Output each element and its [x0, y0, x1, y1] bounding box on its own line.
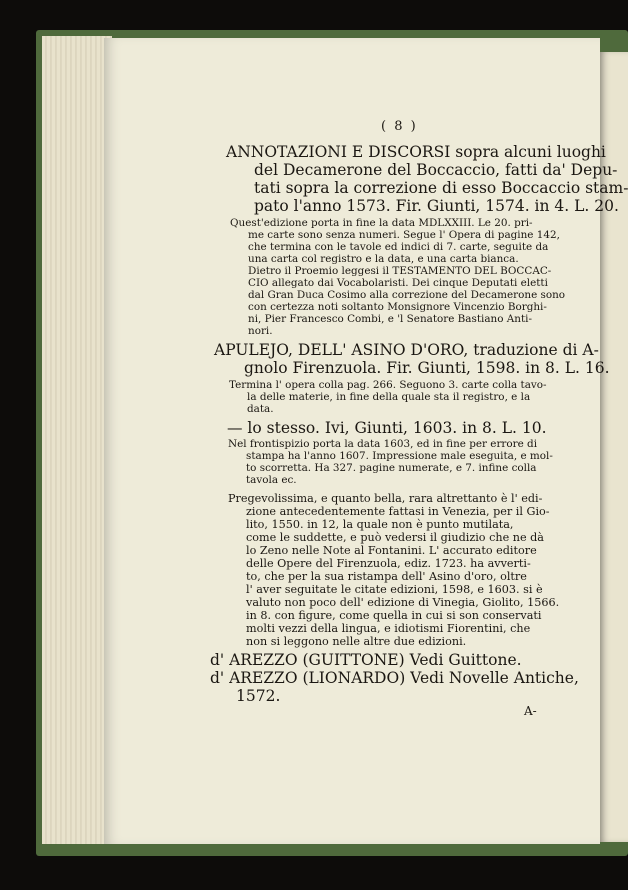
cross-reference: 1572. — [236, 687, 281, 705]
comment-line: lo Zeno nelle Note al Fontanini. L' accurato editore — [246, 544, 537, 557]
entry-note-line: to scorretta. Ha 327. pagine numerate, e 7. infine colla — [246, 462, 537, 474]
cross-reference: d' AREZZO (GUITTONE) Vedi Guittone. — [210, 651, 522, 669]
entry-heading-line: tati sopra la correzione di esso Boccaccio stam- — [254, 179, 628, 197]
entry-heading-line: ANNOTAZIONI E DISCORSI sopra alcuni luoghi — [226, 143, 606, 161]
comment-line: in 8. con figure, come quella in cui si son conservati — [246, 609, 542, 622]
entry-note-line: CIO allegato dai Vocabolaristi. Dei cinque Deputati eletti — [248, 277, 548, 289]
entry-note-line: una carta col registro e la data, e una carta bianca. — [248, 253, 519, 265]
entry-note-line: la delle materie, in fine della quale sta il registro, e la — [247, 391, 531, 403]
comment-line: delle Opere del Firenzuola, ediz. 1723. ha avverti- — [246, 557, 531, 570]
entry-heading-line: pato l'anno 1573. Fir. Giunti, 1574. in 4. L. 20. — [254, 197, 619, 215]
catchword: A- — [524, 704, 537, 718]
page-edges — [42, 36, 112, 844]
entry-note-line: dal Gran Duca Cosimo alla correzione del Decamerone sono — [248, 289, 566, 301]
entry-note-line: me carte sono senza numeri. Segue l' Opera di pagine 142, — [248, 229, 560, 241]
comment-line: molti vezzi della lingua, e idiotismi Fiorentini, che — [246, 622, 531, 635]
comment-line: zione antecedentemente fattasi in Venezia, per il Gio- — [246, 505, 550, 518]
comment-line: non si leggono nelle altre due edizioni. — [246, 635, 467, 648]
entry-note-line: Quest'edizione porta in fine la data MDLXXIII. Le 20. pri- — [230, 217, 533, 229]
comment-line: Pregevolissima, e quanto bella, rara altrettanto è l' edi- — [228, 492, 543, 505]
entry-note-line: nori. — [248, 325, 273, 337]
entry-note-line: data. — [247, 403, 274, 415]
entry-heading-line: APULEJO, DELL' ASINO D'ORO, traduzione di A- — [214, 341, 599, 359]
comment-line: come le suddette, e può vedersi il giudizio che ne dà — [246, 531, 544, 544]
comment-line: to, che per la sua ristampa dell' Asino d'oro, oltre — [246, 570, 527, 583]
entry-note-line: Termina l' opera colla pag. 266. Seguono 3. carte colla tavo- — [229, 379, 547, 391]
comment-line: valuto non poco dell' edizione di Vinegia, Giolito, 1566. — [246, 596, 560, 609]
cross-reference: d' AREZZO (LIONARDO) Vedi Novelle Antiche, — [210, 669, 579, 687]
entry-note-line: stampa ha l'anno 1607. Impressione male eseguita, e mol- — [246, 450, 553, 462]
entry-note-line: Dietro il Proemio leggesi il TESTAMENTO DEL BOCCAC- — [248, 265, 552, 277]
entry-heading-line: gnolo Firenzuola. Fir. Giunti, 1598. in 8. L. 16. — [244, 359, 610, 377]
entry-note-line: Nel frontispizio porta la data 1603, ed in fine per errore di — [228, 438, 538, 450]
entry-note-line: ni, Pier Francesco Combi, e 'l Senatore Bastiano Anti- — [248, 313, 532, 325]
entry-note-line: tavola ec. — [246, 474, 297, 486]
comment-line: lito, 1550. in 12, la quale non è punto mutilata, — [246, 518, 514, 531]
page-number: ( 8 ) — [381, 119, 418, 134]
comment-line: l' aver seguitate le citate edizioni, 1598, e 1603. si è — [246, 583, 543, 596]
entry-note-line: che termina con le tavole ed indici di 7. carte, seguite da — [248, 241, 549, 253]
entry-heading-line: — lo stesso. Ivi, Giunti, 1603. in 8. L. 10. — [227, 419, 547, 437]
entry-note-line: con certezza noti soltanto Monsignore Vincenzio Borghi- — [248, 301, 547, 313]
entry-heading-line: del Decamerone del Boccaccio, fatti da' Depu- — [254, 161, 618, 179]
